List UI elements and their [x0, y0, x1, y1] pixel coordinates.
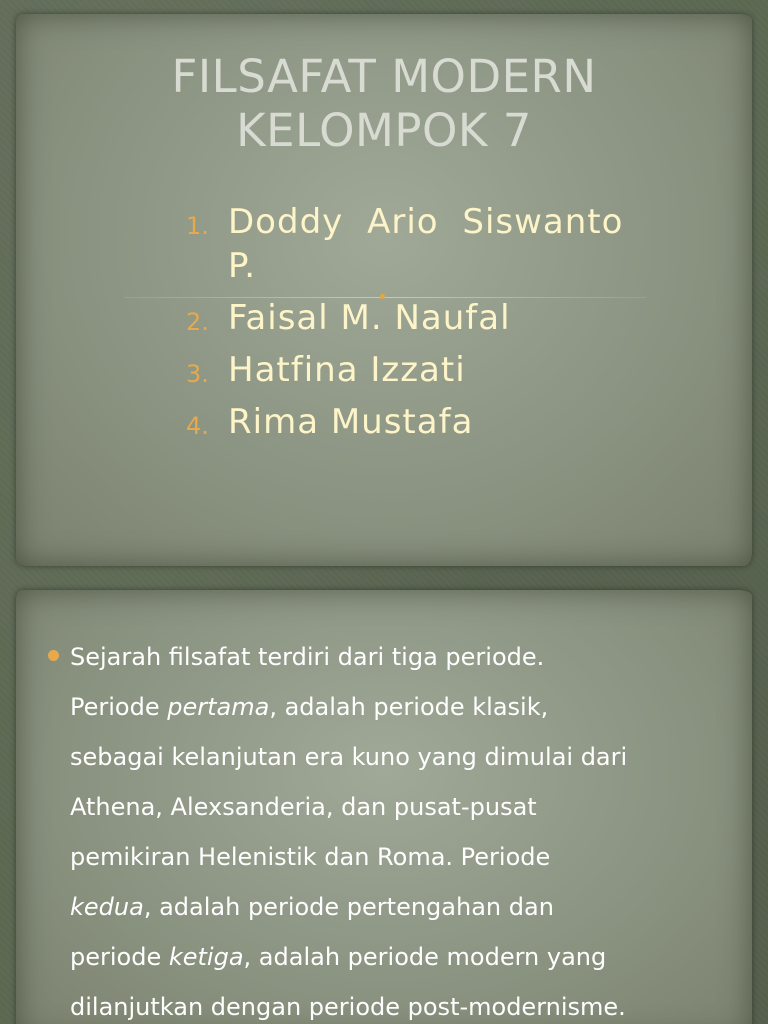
text-span: sebagai kelanjutan era kuno yang dimulai dari	[70, 743, 628, 771]
emphasis-text: kedua	[70, 893, 144, 921]
text-span: pemikiran Helenistik dan Roma. Periode	[70, 843, 551, 871]
body-paragraph	[70, 632, 730, 1024]
emphasis-text: pertama	[167, 693, 270, 721]
member-name: Rima Mustafa	[228, 402, 474, 442]
text-line	[70, 632, 730, 682]
list-number: 3.	[186, 360, 209, 388]
emphasis-text: ketiga	[168, 943, 244, 971]
list-item	[186, 400, 686, 444]
title-line-1: FILSAFAT MODERN	[171, 50, 597, 103]
list-item	[186, 296, 686, 340]
slide-title-heading	[16, 50, 752, 158]
text-line	[70, 682, 730, 732]
text-span: Athena, Alexsanderia, dan pusat-pusat	[70, 793, 537, 821]
text-span: periode	[70, 943, 169, 971]
slide-content	[16, 590, 752, 1024]
text-line	[70, 732, 730, 782]
text-span: , adalah periode pertengahan dan	[143, 893, 554, 921]
member-name: Doddy Ario Siswanto	[228, 202, 624, 242]
list-number: 2.	[186, 308, 209, 336]
text-line	[70, 782, 730, 832]
text-line	[70, 882, 730, 932]
text-span: dilanjutkan dengan periode post-modernisme.	[70, 993, 626, 1021]
list-number: 1.	[186, 212, 209, 240]
text-line	[70, 932, 730, 982]
text-span: Periode	[70, 693, 168, 721]
list-item	[186, 200, 686, 288]
member-name-continued: P.	[228, 246, 257, 286]
list-number: 4.	[186, 412, 209, 440]
bullet-dot-icon	[48, 650, 59, 661]
title-line-2: KELOMPOK 7	[236, 104, 532, 157]
member-name: Hatfina Izzati	[228, 350, 466, 390]
list-item	[186, 348, 686, 392]
text-span: Sejarah filsafat terdiri dari tiga periode.	[70, 643, 545, 671]
slide-title	[16, 14, 752, 566]
member-name: Faisal M. Naufal	[228, 298, 511, 338]
text-span: , adalah periode klasik,	[269, 693, 549, 721]
text-span: , adalah periode modern yang	[243, 943, 607, 971]
text-line	[70, 982, 730, 1024]
text-line	[70, 832, 730, 882]
member-list	[186, 200, 686, 444]
